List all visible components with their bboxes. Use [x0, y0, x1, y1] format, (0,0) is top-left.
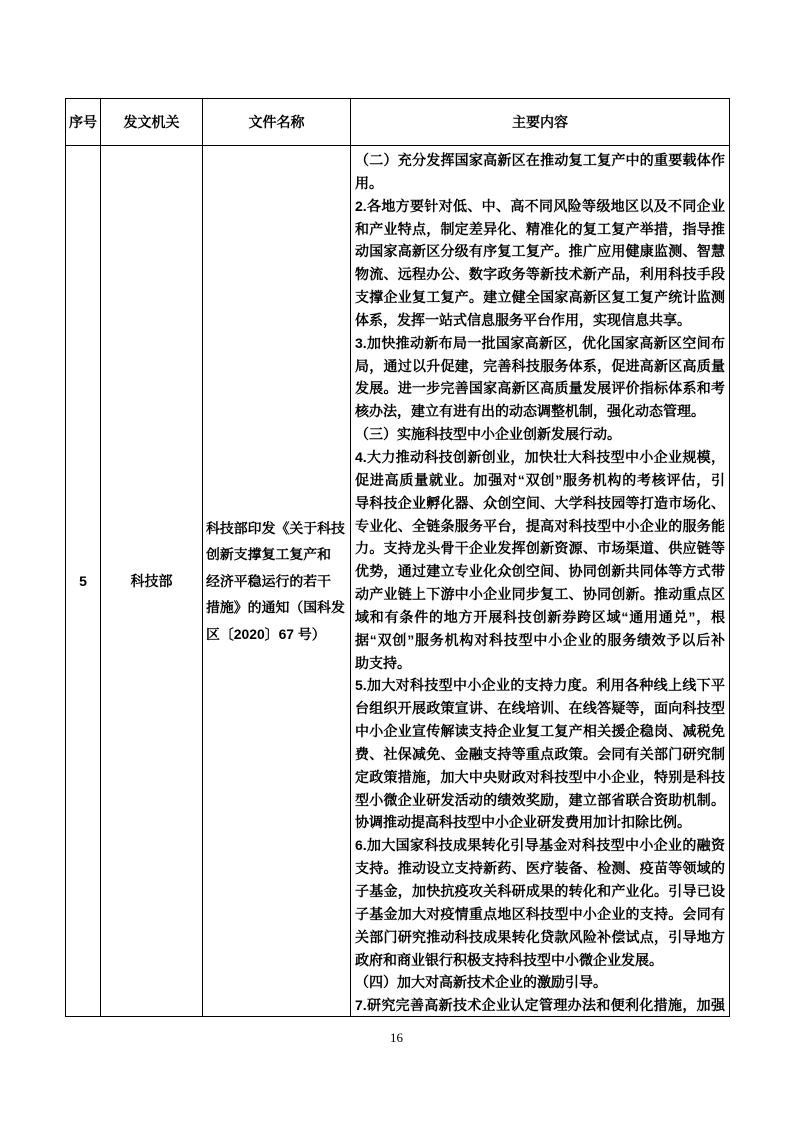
- main-content-line: 政府和商业银行积极支持科技型中小微企业发展。: [355, 951, 663, 968]
- main-content-line: 动产业链上下游中小企业同步复工、协同创新。推动重点区: [355, 586, 725, 603]
- document-name-line: 经济平稳运行的若干: [206, 572, 332, 589]
- main-content-line: 发展。进一步完善国家高新区高质量发展评价指标体系和考: [355, 380, 725, 397]
- main-content-line: 局，通过以升促建，完善科技服务体系，促进高新区高质量: [355, 357, 725, 374]
- table-header-row: [66, 99, 729, 146]
- main-content-line: 导科技企业孵化器、众创空间、大学科技园等打造市场化、: [355, 494, 725, 511]
- main-content-line: （四）加大对高新技术企业的激励引导。: [355, 974, 607, 991]
- main-content-line: 力。支持龙头骨干企业发挥创新资源、市场渠道、供应链等: [355, 540, 725, 557]
- main-content-line: 6.加大国家科技成果转化引导基金对科技型中小企业的融资: [355, 837, 725, 854]
- main-content-line: 支持。推动设立支持新药、医疗装备、检测、疫苗等领域的: [355, 860, 725, 877]
- table-row: [66, 146, 729, 1016]
- main-content-line: 据“双创”服务机构对科技型中小企业的服务绩效予以后补: [355, 631, 725, 648]
- main-content-line: 3.加快推动新布局一批国家高新区，优化国家高新区空间布: [355, 334, 725, 351]
- main-content-line: 优势，通过建立专业化众创空间、协同创新共同体等方式带: [355, 563, 725, 580]
- document-name-line: 创新支撑复工复产和: [206, 546, 332, 563]
- main-content-line: 体系，发挥一站式信息服务平台作用，实现信息共享。: [355, 311, 691, 328]
- main-content-line: 费、社保减免、金融支持等重点政策。会同有关部门研究制: [355, 745, 725, 762]
- main-content-cell: [351, 146, 729, 1016]
- main-content-line: （二）充分发挥国家高新区在推动复工复产中的重要载体作: [355, 152, 725, 168]
- document-name-cell: [203, 146, 351, 1016]
- main-content-line: 核办法，建立有进有出的动态调整机制，强化动态管理。: [355, 403, 705, 420]
- main-content-line: 协调推动提高科技型中小企业研发费用加计扣除比例。: [355, 814, 691, 831]
- main-content-line: 7.研究完善高新技术企业认定管理办法和便利化措施，加强: [355, 997, 725, 1014]
- main-content-line: 助支持。: [355, 654, 411, 671]
- header-serial-number: 序号: [66, 99, 101, 145]
- main-content-line: 型小微企业研发活动的绩效奖励，建立部省联合资助机制。: [355, 791, 725, 808]
- main-content-line: 促进高质量就业。加强对“双创”服务机构的考核评估，引: [355, 471, 725, 488]
- policy-table: [65, 98, 730, 1017]
- main-content-line: 动国家高新区分级有序复工复产。推广应用健康监测、智慧: [355, 243, 725, 260]
- main-content-line: 和产业特点，制定差异化、精准化的复工复产举措，指导推: [355, 220, 725, 237]
- main-content-line: 子基金，加快抗疫攻关科研成果的转化和产业化。引导已设: [355, 883, 725, 899]
- main-content-line: 2.各地方要针对低、中、高不同风险等级地区以及不同企业: [355, 197, 725, 214]
- main-content-line: 用。: [355, 174, 383, 191]
- main-content-line: 中小企业宣传解读支持企业复工复产相关援企稳岗、减税免: [355, 723, 725, 740]
- document-name-line: 措施》的通知（国科发: [206, 599, 345, 616]
- page-number: 16: [390, 1030, 403, 1045]
- main-content-line: （三）实施科技型中小企业创新发展行动。: [355, 426, 621, 443]
- main-content-line: 关部门研究推动科技成果转化贷款风险补偿试点，引导地方: [355, 928, 725, 945]
- main-content-line: 支撑企业复工复产。建立健全国家高新区复工复产统计监测: [355, 289, 725, 306]
- main-content-line: 域和有条件的地方开展科技创新券跨区域“通用通兑”，根: [355, 608, 725, 625]
- issuing-agency-cell: 科技部: [101, 146, 203, 1016]
- main-content-line: 定政策措施，加大中央财政对科技型中小企业，特别是科技: [355, 768, 725, 785]
- main-content-line: 物流、远程办公、数字政务等新技术新产品，利用科技手段: [355, 266, 725, 283]
- main-content-line: 专业化、全链条服务平台，提高对科技型中小企业的服务能: [355, 517, 725, 534]
- main-content-line: 子基金加大对疫情重点地区科技型中小企业的支持。会同有: [355, 905, 725, 922]
- header-main-content: 主要内容: [512, 114, 568, 130]
- serial-number-cell: 5: [66, 146, 101, 1016]
- main-content-line: 5.加大对科技型中小企业的支持力度。利用各种线上线下平: [355, 677, 725, 694]
- header-issuing-agency: 发文机关: [101, 99, 203, 145]
- document-name-line: 科技部印发《关于科技: [206, 519, 345, 536]
- main-content-line: 4.大力推动科技创新创业，加快壮大科技型中小企业规模，: [355, 448, 725, 465]
- main-content-line: 台组织开展政策宣讲、在线培训、在线答疑等，面向科技型: [355, 700, 725, 717]
- document-name-line: 区〔2020〕67 号）: [206, 625, 326, 642]
- header-document-name: 文件名称: [203, 99, 351, 145]
